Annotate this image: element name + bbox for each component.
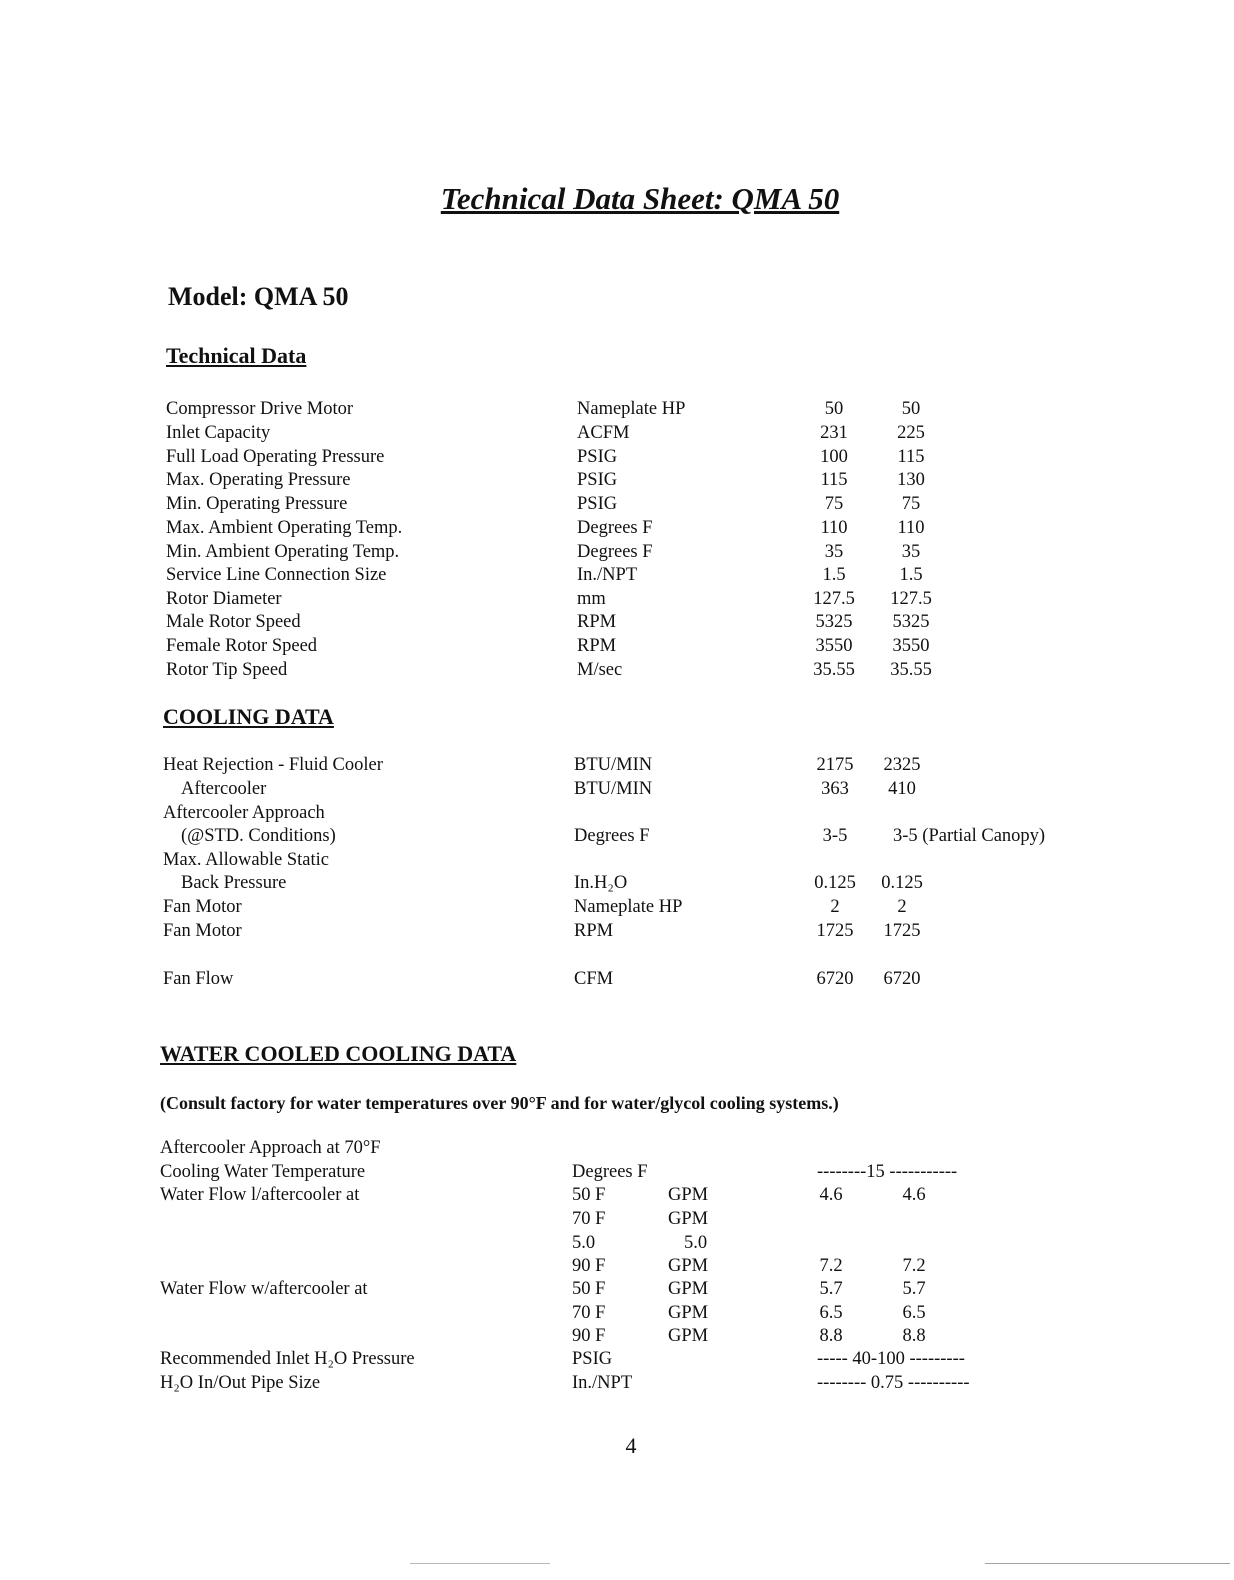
tech-row-value-1: 35.55 xyxy=(813,660,855,680)
cooling-row-value-1: 2 xyxy=(830,897,840,917)
water-row-value-2: 6.5 xyxy=(902,1303,926,1323)
cooling-row-unit: Nameplate HP xyxy=(574,897,683,917)
cooling-row-value-1: 2175 xyxy=(816,755,854,775)
water-row-label: Water Flow l/aftercooler at xyxy=(160,1185,360,1205)
water-row-unit: 90 F xyxy=(572,1326,606,1346)
cooling-row-unit: CFM xyxy=(574,969,614,989)
cooling-row-label: Aftercooler xyxy=(181,779,267,799)
cooling-row-value-2: 410 xyxy=(888,779,916,799)
water-row-value-1: 7.2 xyxy=(819,1256,843,1276)
tech-row-unit: PSIG xyxy=(577,494,618,514)
tech-row-value-2: 225 xyxy=(897,423,925,443)
tech-row-unit: RPM xyxy=(577,612,617,632)
tech-row-label: Male Rotor Speed xyxy=(166,612,301,632)
cooling-row-value-2: 2325 xyxy=(883,755,921,775)
water-row-value-1: 4.6 xyxy=(819,1185,843,1205)
water-row-range: -------- 0.75 ---------- xyxy=(817,1373,970,1393)
tech-row-unit: In./NPT xyxy=(577,565,638,585)
water-row-unit: 90 F xyxy=(572,1256,606,1276)
water-row-unit: 50 F xyxy=(572,1279,606,1299)
cooling-row-value-2: 3-5 (Partial Canopy) xyxy=(893,826,1046,846)
water-row-unit: Degrees F xyxy=(572,1162,648,1182)
tech-row-label: Max. Ambient Operating Temp. xyxy=(166,518,403,538)
tech-row-value-2: 35.55 xyxy=(890,660,932,680)
water-row-label: Water Flow w/aftercooler at xyxy=(160,1279,368,1299)
water-row-label: Cooling Water Temperature xyxy=(160,1162,366,1182)
tech-row-label: Rotor Diameter xyxy=(166,589,282,609)
tech-row-unit: PSIG xyxy=(577,470,618,490)
water-row-label: Recommended Inlet H₂O Pressure xyxy=(160,1349,415,1369)
water-row-unit: PSIG xyxy=(572,1349,613,1369)
cooling-row-value-2: 1725 xyxy=(883,921,921,941)
tech-row-label: Min. Operating Pressure xyxy=(166,494,348,514)
cooling-data-heading: COOLING DATA xyxy=(163,704,334,729)
tech-row-value-2: 50 xyxy=(901,399,921,419)
tech-row-value-1: 50 xyxy=(824,399,844,419)
tech-row-value-2: 3550 xyxy=(892,636,930,656)
tech-row-label: Min. Ambient Operating Temp. xyxy=(166,542,400,562)
tech-row-label: Max. Operating Pressure xyxy=(166,470,351,490)
tech-row-value-2: 110 xyxy=(897,518,925,538)
tech-row-value-2: 130 xyxy=(897,470,925,490)
water-row-unit: 70 F xyxy=(572,1209,606,1229)
tech-row-unit: ACFM xyxy=(577,423,630,443)
tech-row-label: Rotor Tip Speed xyxy=(166,660,288,680)
cooling-row-unit: In.H₂O xyxy=(574,873,628,893)
tech-row-value-2: 75 xyxy=(901,494,921,514)
cooling-row-unit: BTU/MIN xyxy=(574,755,653,775)
water-row-value-1: 8.8 xyxy=(819,1326,843,1346)
water-row-value-1: 5.7 xyxy=(819,1279,843,1299)
water-row-value-2: 4.6 xyxy=(902,1185,926,1205)
tech-row-label: Full Load Operating Pressure xyxy=(166,447,385,467)
tech-row-value-1: 127.5 xyxy=(813,589,855,609)
tech-row-value-1: 1.5 xyxy=(822,565,846,585)
cooling-row-label: Aftercooler Approach xyxy=(163,803,325,823)
water-row-unit: 50 F xyxy=(572,1185,606,1205)
tech-row-label: Inlet Capacity xyxy=(166,423,271,443)
page-number: 4 xyxy=(625,1433,637,1458)
tech-row-unit: RPM xyxy=(577,636,617,656)
water-row-unit-2: GPM xyxy=(668,1256,709,1276)
cooling-row-value-1: 0.125 xyxy=(814,873,856,893)
cooling-row-value-2: 2 xyxy=(897,897,907,917)
tech-row-value-1: 75 xyxy=(824,494,844,514)
tech-row-unit: PSIG xyxy=(577,447,618,467)
tech-row-value-2: 5325 xyxy=(892,612,930,632)
tech-row-value-2: 1.5 xyxy=(899,565,923,585)
water-cooled-heading: WATER COOLED COOLING DATA xyxy=(160,1041,517,1066)
water-row-value-2: 7.2 xyxy=(902,1256,926,1276)
cooling-row-label: Fan Flow xyxy=(163,969,234,989)
tech-row-value-1: 35 xyxy=(824,542,844,562)
tech-row-value-1: 3550 xyxy=(815,636,853,656)
tech-row-value-1: 115 xyxy=(820,470,848,490)
water-row-unit: 5.0 xyxy=(572,1233,596,1253)
tech-row-label: Compressor Drive Motor xyxy=(166,399,354,419)
scan-artifact-line xyxy=(985,1563,1230,1564)
cooling-row-label: Fan Motor xyxy=(163,897,242,917)
water-row-unit-2: GPM xyxy=(668,1303,709,1323)
water-cooled-note: (Consult factory for water temperatures over 90°F and for water/glycol cooling systems.) xyxy=(160,1093,839,1113)
water-row-unit: 70 F xyxy=(572,1303,606,1323)
cooling-row-value-2: 0.125 xyxy=(881,873,923,893)
tech-row-label: Service Line Connection Size xyxy=(166,565,387,585)
cooling-row-value-1: 3-5 xyxy=(822,826,848,846)
water-row-range: ----- 40-100 --------- xyxy=(817,1349,965,1369)
water-row-label: H₂O In/Out Pipe Size xyxy=(160,1373,321,1393)
water-row-unit-2: GPM xyxy=(668,1185,709,1205)
technical-data-heading: Technical Data xyxy=(166,343,307,368)
cooling-row-value-1: 1725 xyxy=(816,921,854,941)
tech-row-value-1: 5325 xyxy=(815,612,853,632)
water-row-value-2: 5.7 xyxy=(902,1279,926,1299)
cooling-row-label: Max. Allowable Static xyxy=(163,850,329,870)
tech-row-unit: Degrees F xyxy=(577,518,653,538)
cooling-row-value-2: 6720 xyxy=(883,969,921,989)
cooling-row-unit: RPM xyxy=(574,921,614,941)
water-row-unit: In./NPT xyxy=(572,1373,633,1393)
water-row-unit-2: GPM xyxy=(668,1279,709,1299)
tech-row-unit: mm xyxy=(577,589,606,609)
tech-row-unit: M/sec xyxy=(577,660,623,680)
water-row-unit-2: GPM xyxy=(668,1209,709,1229)
tech-row-value-1: 231 xyxy=(820,423,848,443)
model-heading: Model: QMA 50 xyxy=(168,282,349,311)
water-row-value-2: 8.8 xyxy=(902,1326,926,1346)
cooling-row-label: Fan Motor xyxy=(163,921,242,941)
page-title: Technical Data Sheet: QMA 50 xyxy=(440,181,840,216)
tech-row-unit: Nameplate HP xyxy=(577,399,686,419)
water-row-label: Aftercooler Approach at 70°F xyxy=(160,1138,381,1158)
water-row-value-1: 6.5 xyxy=(819,1303,843,1323)
cooling-row-label: (@STD. Conditions) xyxy=(181,826,336,846)
scan-artifact-line xyxy=(410,1563,550,1564)
cooling-row-value-1: 6720 xyxy=(816,969,854,989)
tech-row-value-1: 100 xyxy=(820,447,848,467)
tech-row-value-2: 127.5 xyxy=(890,589,932,609)
cooling-row-label: Heat Rejection - Fluid Cooler xyxy=(163,755,383,775)
tech-row-label: Female Rotor Speed xyxy=(166,636,318,656)
tech-row-value-2: 115 xyxy=(897,447,925,467)
water-row-range: --------15 ----------- xyxy=(817,1162,958,1182)
water-row-unit-2: GPM xyxy=(668,1326,709,1346)
tech-row-value-1: 110 xyxy=(820,518,848,538)
cooling-row-unit: Degrees F xyxy=(574,826,650,846)
cooling-row-unit: BTU/MIN xyxy=(574,779,653,799)
cooling-row-value-1: 363 xyxy=(821,779,849,799)
tech-row-value-2: 35 xyxy=(901,542,921,562)
tech-row-unit: Degrees F xyxy=(577,542,653,562)
water-row-unit-2: 5.0 xyxy=(684,1233,708,1253)
cooling-row-label: Back Pressure xyxy=(181,873,287,893)
